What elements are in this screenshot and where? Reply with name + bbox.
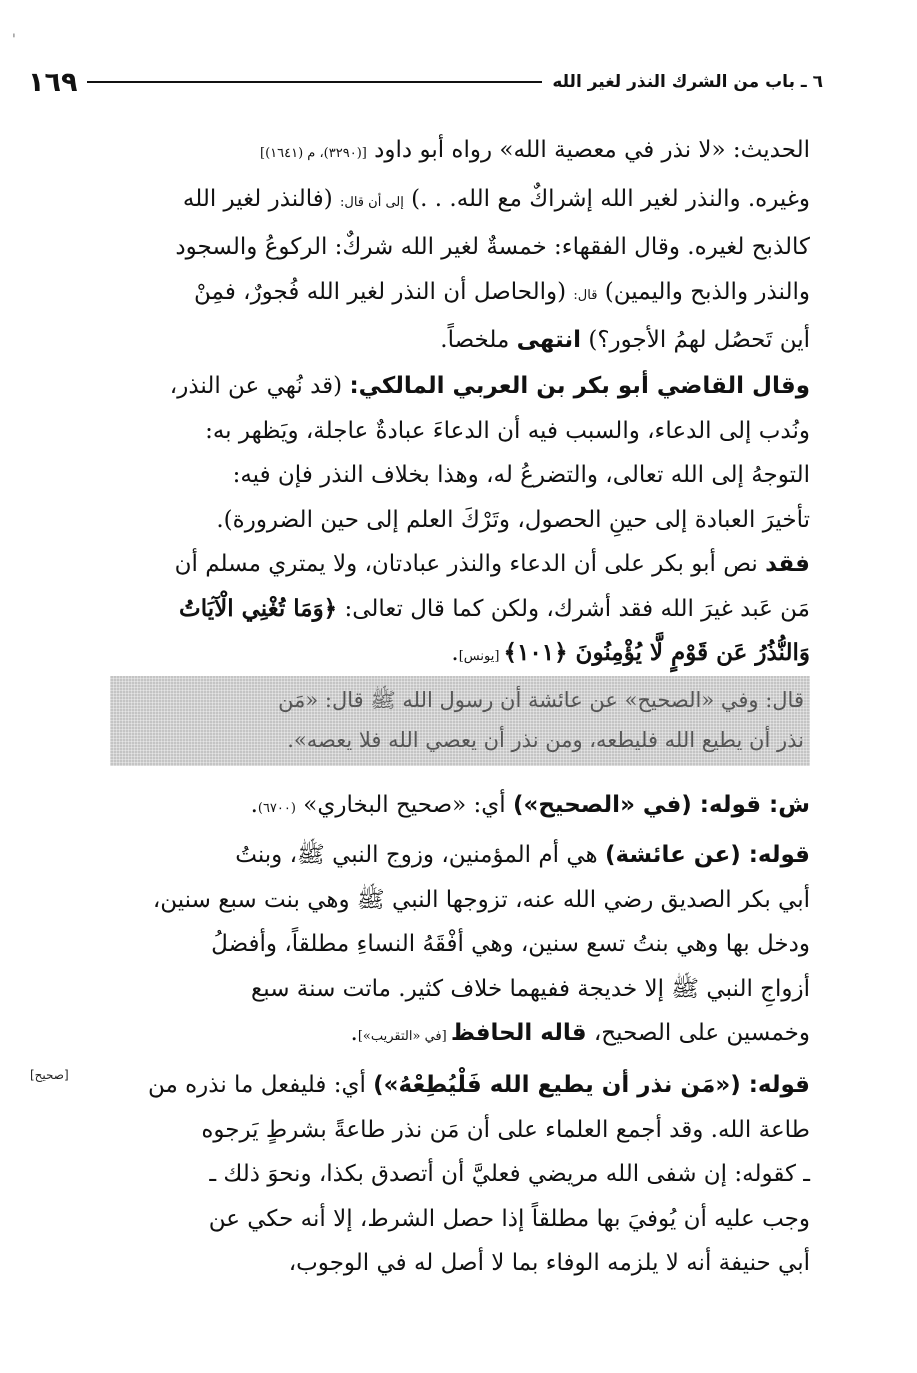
quran-verse: وَالنُّذُرُ عَن قَوْمٍ لَّا يُؤْمِنُونَ ﴿١٠١﴾ [503,639,810,666]
text-span: (والحاصل أن النذر لغير الله فُجورٌ، فمِنْ [194,278,574,305]
text-line: تأخيرَ العبادة إلى حينِ الحصول، وتَرْكَ العلم إلى حين الضرورة). [216,506,810,533]
text-span: . [250,792,258,818]
bold-span: (في «الصحيح») [512,792,700,818]
running-title: ٦ ـ باب من الشرك النذر لغير الله [552,72,823,92]
text-line: أزواجِ النبي ﷺ إلا خديجة ففيهما خلاف كثير. ماتت سنة سبع [251,975,810,1002]
text-span-small: قال: [573,287,598,303]
margin-note: [صحيح] [30,1068,69,1082]
bold-span: ش: قوله: [699,792,810,818]
citation: [(٣٢٩٠)، م (١٦٤١)] [260,146,367,161]
paragraph-5 [100,1063,810,1286]
text-span: نص أبو بكر على أن الدعاء والنذر عبادتان، ولا يمتري مسلم أن [174,551,766,577]
text-line [100,1063,810,1108]
text-line: ونُدب إلى الدعاء، والسبب فيه أن الدعاءَ عبادةٌ عاجلة، ويَظهر به: [205,417,810,444]
text-line [100,631,810,680]
quran-verse: ﴿وَمَا تُغْنِي الْآيَاتُ [179,594,338,622]
bold-span: انتهى [516,327,582,353]
hadith-line: قال: وفي «الصحيح» عن عائشة أن رسول الله ﷺ قال: «مَن [278,688,804,712]
bold-span: قوله: [748,842,810,868]
text-line: أبي بكر الصديق رضي الله عنه، تزوجها النبي ﷺ وهي بنت سبع سنين، [152,886,810,913]
text-line [100,542,810,587]
text-span: أين تَحصُل لهمُ الأجور؟) [581,327,810,353]
bold-span: قاله الحافظ [450,1020,587,1046]
text-line [100,128,810,177]
gutter-mark: ' [12,32,16,48]
text-span: وخمسين على الصحيح، [586,1020,810,1046]
bold-span: وقال القاضي أبو بكر بن العربي المالكي: [349,373,810,399]
hadith-box [110,676,810,766]
text-line [100,1011,810,1060]
text-line [100,318,810,363]
hadith-line: نذر أن يطيع الله فليطعه، ومن نذر أن يعصي الله فلا يعصه». [287,728,804,752]
text-span: أي: فليفعل ما نذره من [147,1072,374,1098]
text-line: كالذبح لغيره. وقال الفقهاء: خمسةٌ لغير الله شركٌ: الركوعُ والسجود [175,234,810,260]
page-header [28,62,823,102]
text-span: والنذر والذبح واليمين) [597,278,810,305]
text-span: ملخصاً. [440,327,517,353]
text-line [100,364,810,409]
text-line: ـ كقوله: إن شفى الله مريضي فعليَّ أن أتصدق بكذا، ونحوَ ذلك ـ [209,1161,810,1187]
text-span: وغيره. والنذر لغير الله إشراكٌ مع الله. . .) [403,185,810,212]
page-number: ١٦٩ [28,66,78,98]
text-line [100,833,810,878]
text-span: (فالنذر لغير الله [182,185,341,212]
text-line: أبي حنيفة أنه لا يلزمه الوفاء بما لا أصل له في الوجوب، [288,1250,810,1276]
bold-span: فقد [765,551,810,577]
header-rule [87,81,542,83]
paragraph-1 [100,128,810,363]
text-span: الحديث: «لا نذر في معصية الله» رواه أبو داود [366,137,810,163]
text-line: طاعة الله. وقد أجمع العلماء على أن مَن نذر طاعةً بشرطٍ يَرجوه [201,1116,810,1143]
text-span: . [451,640,459,666]
text-span: أي: «صحيح البخاري» [295,792,513,818]
text-span: هي أم المؤمنين، وزوج النبي ﷺ، وبنتُ [235,842,605,868]
paragraph-2 [100,364,810,680]
text-span: . [350,1020,358,1046]
text-line [100,177,810,226]
text-line [100,587,810,632]
citation: (٦٧٠٠) [257,801,296,816]
text-line: ودخل بها وهي بنتُ تسع سنين، وهي أفْقَهُ النساءِ مطلقاً، وأفضلُ [211,931,810,957]
surah-ref: [يونس] [458,649,504,664]
text-span: (قد نُهي عن النذر، [169,373,350,399]
bold-span: قوله: [748,1072,810,1098]
bold-span: («مَن نذر أن يطيع الله فَلْيُطِعْهُ») [373,1072,749,1098]
text-line: وجب عليه أن يُوفيَ بها مطلقاً إذا حصل الشرط، إلا أنه حكي عن [208,1205,810,1232]
text-span: مَن عَبد غيرَ الله فقد أشرك، ولكن كما قال تعالى: [337,595,810,622]
text-line [100,270,810,319]
text-span-small: إلى أن قال: [340,194,404,210]
text-line: التوجهُ إلى الله تعالى، والتضرعُ له، وهذا بخلاف النذر فإن فيه: [232,462,810,488]
bold-span: (عن عائشة) [604,842,749,868]
paragraph-3 [100,783,810,832]
text-line [100,783,810,832]
paragraph-4 [100,833,810,1060]
citation: [في «التقريب»] [357,1029,451,1044]
